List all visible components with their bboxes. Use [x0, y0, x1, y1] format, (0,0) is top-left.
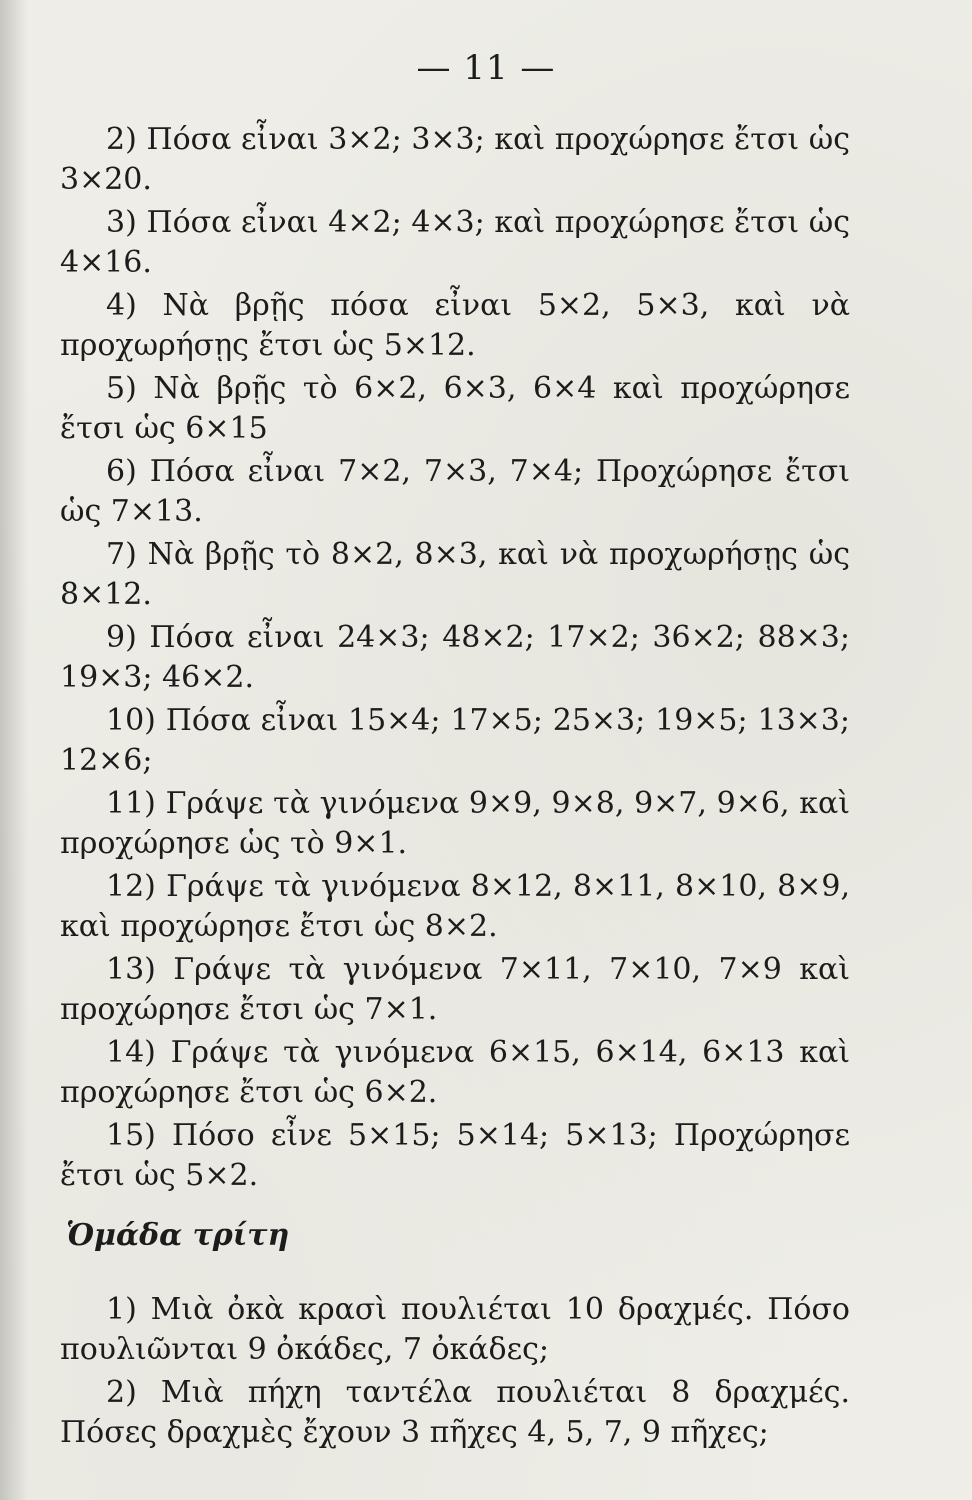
page-number: — 11 —: [416, 48, 556, 88]
exercise-4: 4) Νὰ βρῇς πόσα εἶναι 5×2, 5×3, καὶ νὰ προχωρήσῃς ἔτσι ὡς 5×12.: [60, 288, 850, 363]
exercise-10: 10) Πόσα εἶναι 15×4; 17×5; 25×3; 19×5; 13×3; 12×6;: [60, 703, 850, 778]
section-heading: Ὁμάδα τρίτη: [66, 1218, 290, 1253]
exercise-15: 15) Πόσο εἶνε 5×15; 5×14; 5×13; Προχώρησε ἔτσι ὡς 5×2.: [60, 1118, 850, 1193]
problem-1: 1) Μιὰ ὀκὰ κρασὶ πουλιέται 10 δραχμές. Πόσο πουλιῶνται 9 ὀκάδες, 7 ὀκάδες;: [60, 1292, 850, 1367]
problem-2: 2) Μιὰ πήχη ταντέλα πουλιέται 8 δραχμές. Πόσες δραχμὲς ἔχουν 3 πῆχες 4, 5, 7, 9 πῆχες;: [60, 1375, 850, 1450]
exercise-11: 11) Γράψε τὰ γινόμενα 9×9, 9×8, 9×7, 9×6, καὶ προχώρησε ὡς τὸ 9×1.: [60, 786, 850, 861]
exercise-12: 12) Γράψε τὰ γινόμενα 8×12, 8×11, 8×10, 8×9, καὶ προχώρησε ἔτσι ὡς 8×2.: [60, 869, 850, 944]
exercise-2: 2) Πόσα εἶναι 3×2; 3×3; καὶ προχώρησε ἔτσι ὡς 3×20.: [60, 122, 850, 197]
exercise-14: 14) Γράψε τὰ γινόμενα 6×15, 6×14, 6×13 καὶ προχώρησε ἔτσι ὡς 6×2.: [60, 1035, 850, 1110]
exercise-9: 9) Πόσα εἶναι 24×3; 48×2; 17×2; 36×2; 88×3; 19×3; 46×2.: [60, 620, 850, 695]
exercise-7: 7) Νὰ βρῇς τὸ 8×2, 8×3, καὶ νὰ προχωρήσῃς ὡς 8×12.: [60, 537, 850, 612]
exercise-6: 6) Πόσα εἶναι 7×2, 7×3, 7×4; Προχώρησε ἔτσι ὡς 7×13.: [60, 454, 850, 529]
exercise-3: 3) Πόσα εἶναι 4×2; 4×3; καὶ προχώρησε ἔτσι ὡς 4×16.: [60, 205, 850, 280]
exercise-13: 13) Γράψε τὰ γινόμενα 7×11, 7×10, 7×9 καὶ προχώρησε ἔτσι ὡς 7×1.: [60, 952, 850, 1027]
page-content: [60, 120, 850, 1456]
exercise-5: 5) Νὰ βρῇς τὸ 6×2, 6×3, 6×4 καὶ προχώρησε ἔτσι ὡς 6×15: [60, 371, 850, 446]
